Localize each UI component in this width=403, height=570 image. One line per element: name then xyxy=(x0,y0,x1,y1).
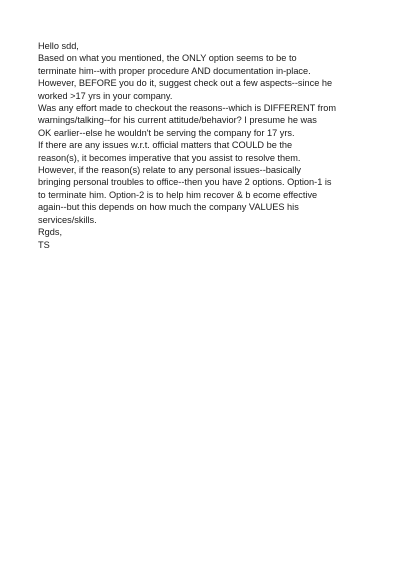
letter-signature: TS xyxy=(38,239,50,250)
letter-line: again--but this depends on how much the company VALUES his xyxy=(38,202,299,213)
letter-line: reason(s), it becomes imperative that you assist to resolve them. xyxy=(38,152,301,163)
letter-signoff: Rgds, xyxy=(38,227,63,238)
letter-line: worked >17 yrs in your company. xyxy=(38,90,173,101)
letter-body xyxy=(38,40,383,251)
letter-line: terminate him--with proper procedure AND documentation in-place. xyxy=(38,65,311,76)
letter-line: bringing personal troubles to office--then you have 2 options. Option-1 is xyxy=(38,177,332,188)
letter-line: to terminate him. Option-2 is to help him recover & b ecome effective xyxy=(38,189,318,200)
letter-line: Hello sdd, xyxy=(38,41,79,51)
letter-line: If there are any issues w.r.t. official matters that COULD be the xyxy=(38,140,293,151)
letter-line: Based on what you mentioned, the ONLY option seems to be to xyxy=(38,53,297,64)
letter-line: However, BEFORE you do it, suggest check out a few aspects--since he xyxy=(38,78,333,89)
letter-line: Was any effort made to checkout the reasons--which is DIFFERENT from xyxy=(38,103,337,114)
letter-line: OK earlier--else he wouldn't be serving the company for 17 yrs. xyxy=(38,127,295,138)
letter-line: warnings/talking--for his current attitude/behavior? I presume he was xyxy=(38,115,317,126)
letter-line: services/skills. xyxy=(38,214,97,225)
letter-line: However, if the reason(s) relate to any personal issues--basically xyxy=(38,165,301,176)
